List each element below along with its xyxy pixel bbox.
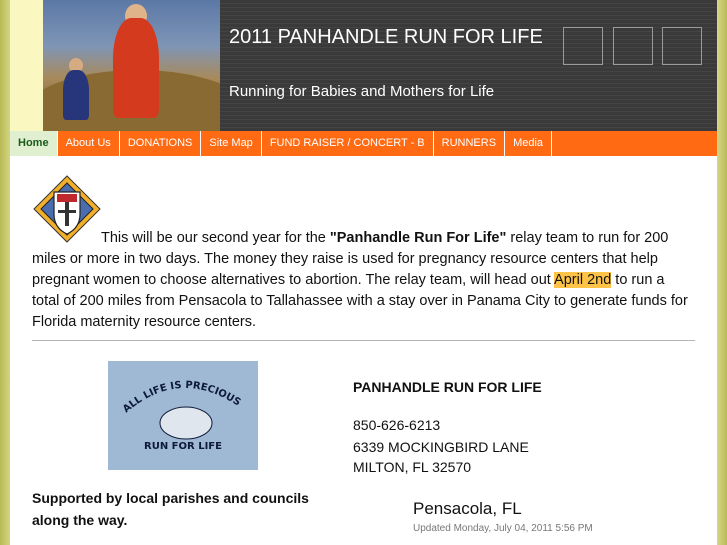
- highlight-date: April 2nd: [554, 272, 612, 288]
- contact-address-line1: 6339 MOCKINGBIRD LANE: [353, 439, 529, 455]
- main-content: [10, 156, 717, 545]
- header-decor-box: [613, 27, 653, 65]
- header-stripes: [220, 0, 717, 131]
- nav-site-map[interactable]: Site Map: [201, 131, 261, 156]
- header-runners-photo: [43, 0, 220, 131]
- weather-city: Pensacola, FL: [413, 499, 522, 518]
- header-accent-strip: [10, 0, 43, 131]
- weather-updated: Updated Monday, July 04, 2011 5:56 PM: [413, 523, 593, 534]
- contact-title: PANHANDLE RUN FOR LIFE: [353, 379, 542, 395]
- site-tagline: Running for Babies and Mothers for Life: [229, 83, 495, 100]
- header-decor-box: [662, 27, 702, 65]
- nav-about-us[interactable]: About Us: [58, 131, 120, 156]
- contact-phone: 850-626-6213: [353, 417, 441, 433]
- event-name: "Panhandle Run For Life": [329, 230, 507, 246]
- section-divider: [32, 340, 695, 341]
- contact-address-line2: MILTON, FL 32570: [353, 459, 472, 475]
- shirt-bottom-text: RUN FOR LIFE: [144, 441, 222, 452]
- nav-media[interactable]: Media: [505, 131, 552, 156]
- nav-fund-raiser-concert[interactable]: FUND RAISER / CONCERT - B: [262, 131, 434, 156]
- site-header: [10, 0, 717, 131]
- site-title: 2011 PANHANDLE RUN FOR LIFE: [229, 26, 543, 48]
- support-text: Supported by local parishes and councils along the way.: [32, 490, 309, 528]
- nav-donations[interactable]: DONATIONS: [120, 131, 202, 156]
- nav-runners[interactable]: RUNNERS: [434, 131, 505, 156]
- header-decor-box: [563, 27, 603, 65]
- nav-home[interactable]: Home: [10, 131, 58, 156]
- run-for-life-shirt-image: [108, 361, 258, 470]
- shirt-arc-text: ALL LIFE IS PRECIOUS: [120, 379, 243, 416]
- main-nav: [10, 131, 717, 156]
- intro-paragraph: This will be our second year for the "Panhandle Run For Life" relay team to run for 200 miles or more in two days. The money they raise is used for pregnancy resource centers that help pregnant women to choose alternatives to abortion. The relay team, will head out April 2nd to run a total of 200 miles from Pensacola to Tallahassee with a stay over in Panama City to generate funds for Florida maternity resource centers.: [32, 230, 688, 330]
